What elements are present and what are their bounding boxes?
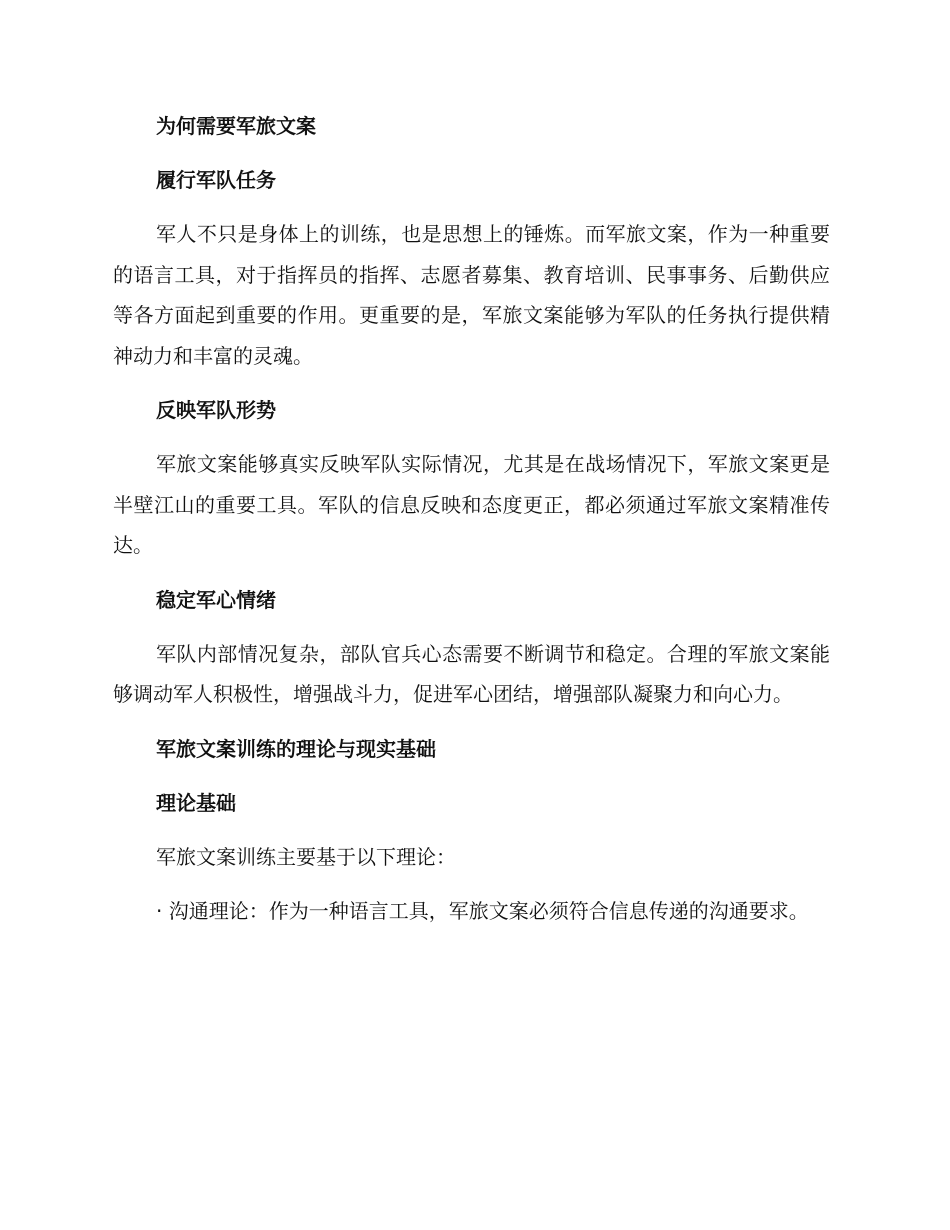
subheading-fulfill-missions: 履行军队任务 (156, 168, 276, 192)
paragraph-fulfill-missions: 军人不只是身体上的训练，也是思想上的锤炼。而军旅文案，作为一种重要的语言工具，对于指挥员的指挥、志愿者募集、教育培训、民事事务、后勤供应等各方面起到重要的作用。更重要的是，军旅文案能够为军队的任务执行提供精神动力和丰富的灵魂。 (113, 222, 830, 368)
subheading-theoretical-basis: 理论基础 (156, 790, 236, 815)
document-body (113, 106, 830, 932)
subheading-reflect-situation: 反映军队形势 (156, 398, 276, 422)
paragraph-stabilize-morale: 军队内部情况复杂，部队官兵心态需要不断调节和稳定。合理的军旅文案能够调动军人积极性，增强战斗力，促进军心团结，增强部队凝聚力和向心力。 (113, 641, 830, 706)
paragraph-reflect-situation: 军旅文案能够真实反映军队实际情况，尤其是在战场情况下，军旅文案更是半壁江山的重要工具。军队的信息反映和态度更正，都必须通过军旅文案精准传达。 (113, 452, 830, 557)
list-item-communication-theory: · 沟通理论：作为一种语言工具，军旅文案必须符合信息传递的沟通要求。 (156, 899, 809, 923)
paragraph-theory-intro: 军旅文案训练主要基于以下理论： (156, 844, 456, 869)
subheading-stabilize-morale: 稳定军心情绪 (156, 587, 276, 612)
section-heading-why-military-copy: 为何需要军旅文案 (156, 114, 316, 138)
section-heading-training-basis: 军旅文案训练的理论与现实基础 (156, 736, 436, 761)
